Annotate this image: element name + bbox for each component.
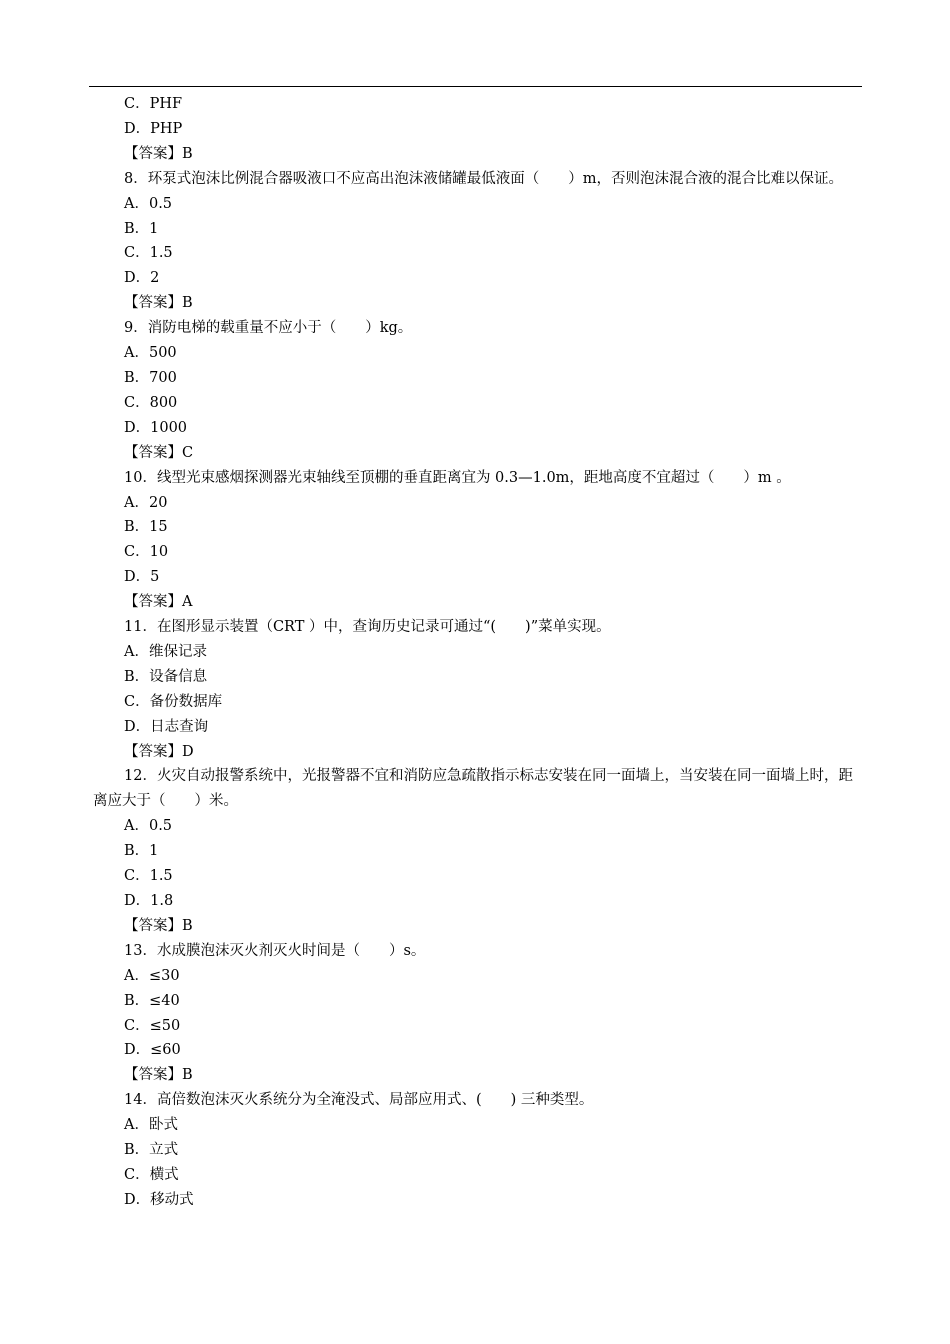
option: B．15: [124, 519, 168, 536]
question-stem: 11．在图形显示装置（CRT ）中，查询历史记录可通过“( )”菜单实现。: [124, 619, 611, 636]
option: D．日志查询: [124, 718, 209, 735]
answer: 【答案】C: [124, 444, 194, 461]
question-stem: 12．火灾自动报警系统中，光报警器不宜和消防应急疏散指示标志安装在同一面墙上，当安装在同一面墙上时，距离应大于（ ）米。: [93, 768, 853, 810]
option: A．0.5: [124, 818, 173, 835]
option: B．1: [124, 843, 159, 860]
option: C．1.5: [124, 245, 173, 262]
option: C．PHF: [124, 96, 183, 112]
answer: 【答案】B: [124, 917, 193, 934]
option: D．移动式: [124, 1191, 194, 1208]
answer: 【答案】B: [124, 145, 193, 162]
option: C．≤50: [124, 1017, 181, 1034]
option: C．800: [124, 394, 178, 411]
question-list: [93, 92, 861, 1213]
question-stem: 13．水成膜泡沫灭火剂灭火时间是（ ）s。: [124, 942, 426, 959]
option: A．维保记录: [124, 643, 207, 660]
option: B．1: [124, 220, 159, 237]
option: C．备份数据库: [124, 693, 223, 710]
option: A．≤30: [124, 967, 180, 984]
answer: 【答案】B: [124, 295, 193, 312]
question-stem: 14．高倍数泡沫灭火系统分为全淹没式、局部应用式、( ) 三种类型。: [124, 1092, 594, 1109]
option: D．2: [124, 270, 160, 287]
option: B．设备信息: [124, 668, 208, 685]
question-stem: 9．消防电梯的载重量不应小于（ ）kg。: [124, 320, 413, 337]
option: D．≤60: [124, 1042, 181, 1059]
option: B．≤40: [124, 992, 180, 1009]
option: B．立式: [124, 1142, 179, 1159]
header-rule: [89, 86, 862, 87]
option: A．卧式: [124, 1117, 178, 1134]
option: C．10: [124, 544, 169, 561]
option: D．1.8: [124, 893, 174, 909]
answer: 【答案】D: [124, 743, 194, 760]
option: A．0.5: [124, 195, 173, 212]
option: C．横式: [124, 1166, 179, 1183]
answer: 【答案】A: [124, 594, 193, 611]
option: B．700: [124, 369, 177, 386]
option: C．1.5: [124, 868, 173, 885]
option: A．20: [124, 494, 168, 511]
option: A．500: [124, 345, 177, 362]
option: D．5: [124, 569, 160, 586]
option: D．PHP: [124, 120, 183, 137]
question-stem: 10．线型光束感烟探测器光束轴线至顶棚的垂直距离宜为 0.3—1.0m，距地高度不宜超过（ ）m 。: [124, 469, 791, 486]
answer: 【答案】B: [124, 1067, 193, 1084]
question-stem: 8．环泵式泡沫比例混合器吸液口不应高出泡沫液储罐最低液面（ ）m，否则泡沫混合液的混合比难以保证。: [124, 170, 843, 187]
option: D．1000: [124, 419, 188, 436]
